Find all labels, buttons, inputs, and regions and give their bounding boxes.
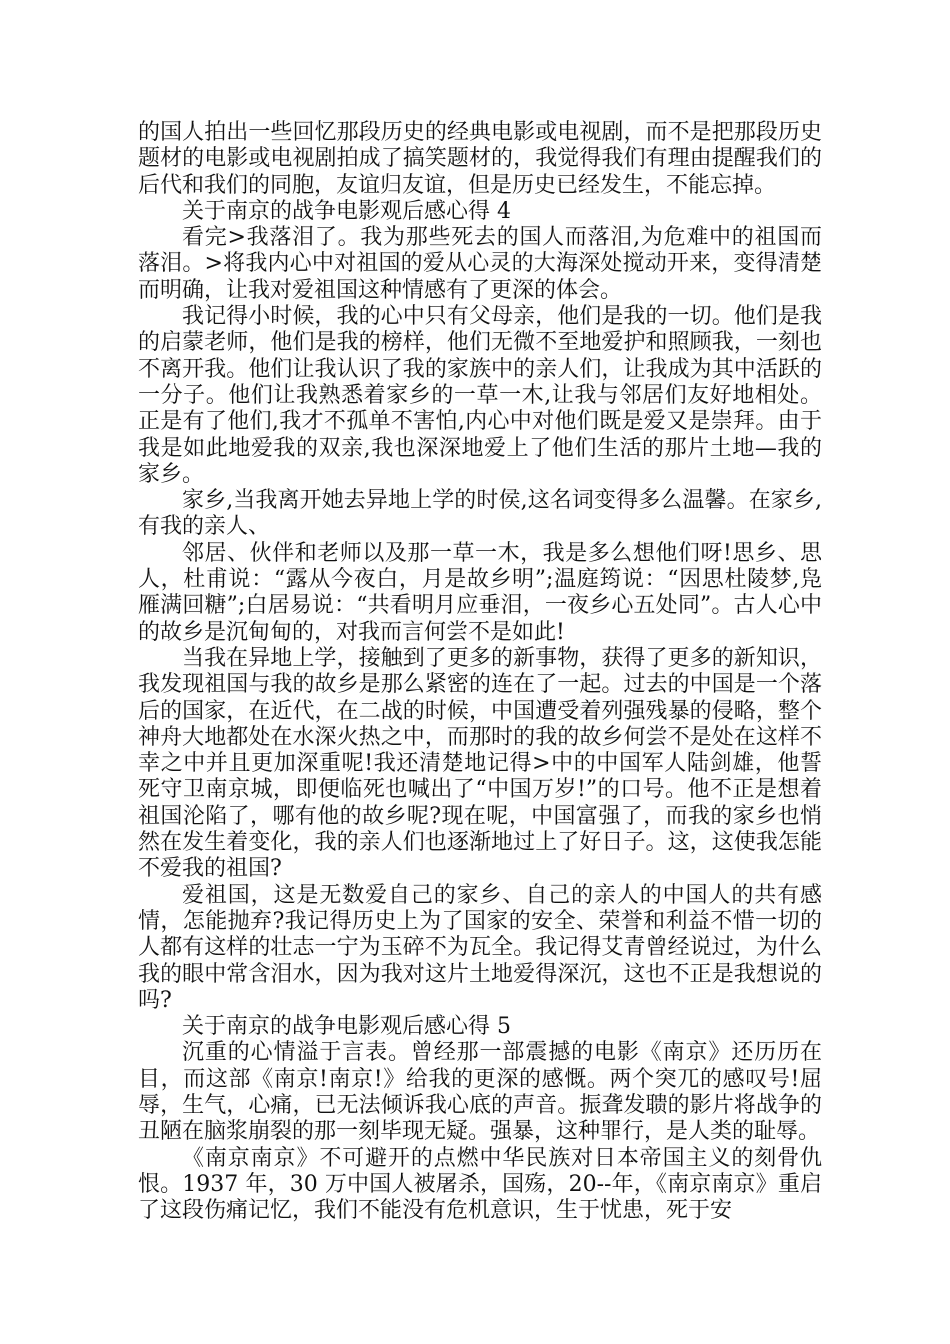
section-heading: 关于南京的战争电影观后感心得 4 xyxy=(182,198,511,224)
paragraph: 当我在异地上学，接触到了更多的新事物，获得了更多的新知识，我发现祖国与我的故乡是那么紧密的连在了一起。过去的中国是一个落后的国家，在近代，在二战的时候，中国遭受着列强残暴的侵略，整个神舟大地都处在水深火热之中，而那时的我的故乡何尝不是处在这样不幸之中并且更加深重呢!我还清楚地记得>中的中国军人陆剑雄，他誓死守卫南京城，即便临死也喊出了“中国万岁!”的口号。他不正是想着祖国沦陷了，哪有他的故乡呢?现在呢，中国富强了，而我的家乡也悄然在发生着变化，我的亲人们也逐渐地过上了好日子。这，这使我怎能不爱我的祖国? xyxy=(138,645,822,882)
paragraph: 看完>我落泪了。我为那些死去的国人而落泪,为危难中的祖国而落泪。>将我内心中对祖国的爱从心灵的大海深处搅动开来，变得清楚而明确，让我对爱祖国这种情感有了更深的体会。 xyxy=(138,225,822,303)
paragraph: 爱祖国，这是无数爱自己的家乡、自己的亲人的中国人的共有感情，怎能抛弃?我记得历史上为了国家的安全、荣誉和利益不惜一切的人都有这样的壮志一宁为玉碎不为瓦全。我记得艾青曾经说过，为什么我的眼中常含泪水，因为我对这片土地爱得深沉，这也不正是我想说的吗? xyxy=(138,882,822,1013)
paragraph: 的国人拍出一些回忆那段历史的经典电影或电视剧，而不是把那段历史题材的电影或电视剧拍成了搞笑题材的，我觉得我们有理由提醒我们的后代和我们的同胞，友谊归友谊，但是历史已经发生，不能忘掉。 xyxy=(138,120,822,198)
paragraph: 《南京南京》不可避开的点燃中华民族对日本帝国主义的刻骨仇恨。1937 年，30 万中国人被屠杀，国殇，20--年，《南京南京》重启了这段伤痛记忆，我们不能没有危机意识，生于忧患，死于安 xyxy=(138,1145,822,1224)
section-heading: 关于南京的战争电影观后感心得 5 xyxy=(182,1014,511,1040)
document-page xyxy=(138,120,822,1224)
paragraph: 我记得小时候，我的心中只有父母亲，他们是我的一切。他们是我的启蒙老师，他们是我的榜样，他们无微不至地爱护和照顾我，一刻也不离开我。他们让我认识了我的家族中的亲人们，让我成为其中活跃的一分子。他们让我熟悉着家乡的一草一木,让我与邻居们友好地相处。正是有了他们,我才不孤单不害怕,内心中对他们既是爱又是崇拜。由于我是如此地爱我的双亲,我也深深地爱上了他们生活的那片土地—我的家乡。 xyxy=(138,304,822,487)
paragraph: 沉重的心情溢于言表。曾经那一部震撼的电影《南京》还历历在目，而这部《南京!南京!》给我的更深的感慨。两个突兀的感叹号!屈辱，生气，心痛，已无法倾诉我心底的声音。振聋发聩的影片将战争的丑陋在脑浆崩裂的那一刻毕现无疑。强暴，这种罪行，是人类的耻辱。 xyxy=(138,1040,822,1145)
paragraph: 邻居、伙伴和老师以及那一草一木，我是多么想他们呀!思乡、思人，杜甫说：“露从今夜白，月是故乡明”;温庭筠说：“因思杜陵梦,凫雁满回糖”;白居易说：“共看明月应垂泪，一夜乡心五处同”。古人心中的故乡是沉甸甸的，对我而言何尝不是如此! xyxy=(138,540,822,645)
paragraph: 家乡,当我离开她去异地上学的时侯,这名词变得多么温馨。在家乡,有我的亲人、 xyxy=(138,488,822,540)
